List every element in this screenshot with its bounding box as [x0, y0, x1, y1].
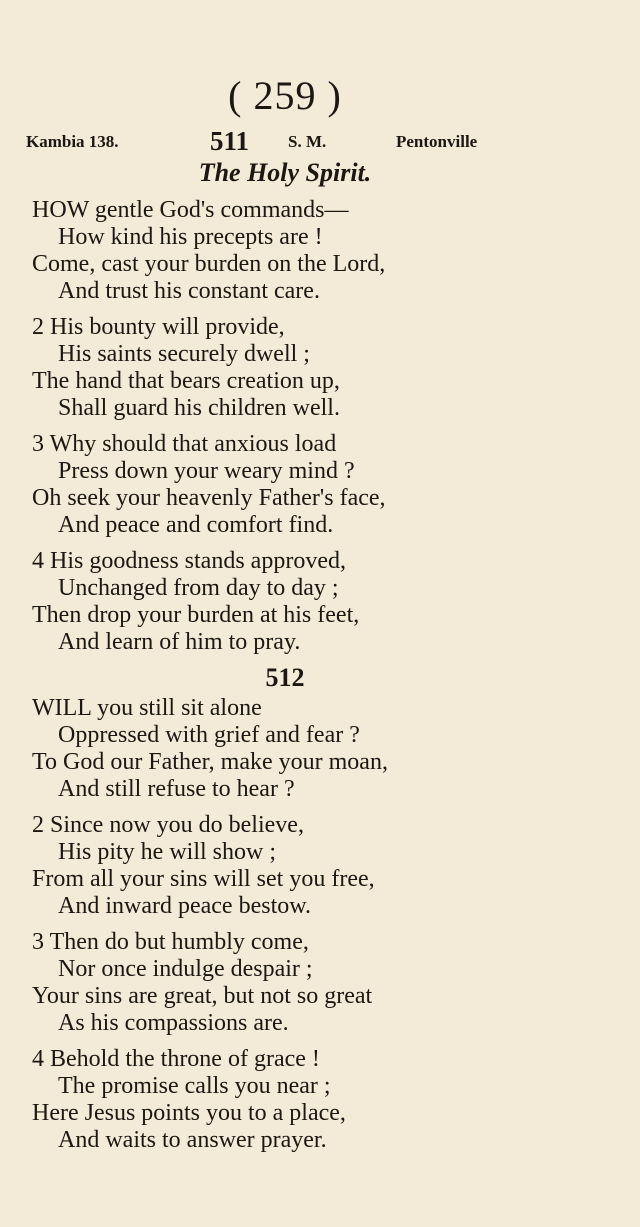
verse-line: And trust his constant care. [58, 278, 320, 304]
verse-line: 3 Why should that anxious load [32, 431, 337, 457]
verse-line: The promise calls you near ; [58, 1073, 331, 1099]
hymn-title: The Holy Spirit. [198, 158, 372, 187]
hymn-number-512: 512 [265, 663, 305, 692]
verse-line: His pity he will show ; [58, 839, 277, 865]
verse-line: Oh seek your heavenly Father's face, [32, 485, 386, 511]
verse-line: Here Jesus points you to a place, [32, 1100, 346, 1126]
verse-line: To God our Father, make your moan, [32, 749, 388, 775]
verse-line: HOW gentle God's commands— [32, 197, 349, 223]
verse-line: His saints securely dwell ; [58, 341, 310, 367]
tune-reference-right: Pentonville [396, 132, 478, 151]
verse-line: The hand that bears creation up, [32, 368, 340, 394]
verse-line: Come, cast your burden on the Lord, [32, 251, 386, 277]
verse-line: Then drop your burden at his feet, [32, 602, 360, 628]
hymn-meter: S. M. [288, 132, 327, 151]
verse-line: 2 His bounty will provide, [32, 314, 285, 340]
verse-line: Nor once indulge despair ; [58, 956, 313, 982]
tune-reference-left: Kambia 138. [26, 132, 119, 151]
verse-line: And still refuse to hear ? [58, 776, 295, 802]
verse-line: 2 Since now you do believe, [32, 812, 304, 838]
verse-line: And peace and comfort find. [58, 512, 334, 538]
verse-line: Shall guard his children well. [58, 395, 340, 421]
verse-line: Oppressed with grief and fear ? [58, 722, 360, 748]
verse-line: Unchanged from day to day ; [58, 575, 339, 601]
verse-line: And waits to answer prayer. [58, 1127, 327, 1153]
verse-line: And learn of him to pray. [58, 629, 301, 655]
verse-line: As his compassions are. [58, 1010, 289, 1036]
verse-line: 4 His goodness stands approved, [32, 548, 346, 574]
verse-line: 3 Then do but humbly come, [32, 929, 309, 955]
verse-line: 4 Behold the throne of grace ! [32, 1046, 320, 1072]
hymn-header [26, 128, 506, 156]
page-number: ( 259 ) [228, 73, 342, 118]
verse-line: WILL you still sit alone [32, 695, 262, 721]
hymn-number: 511 [210, 126, 250, 156]
verse-line: And inward peace bestow. [58, 893, 312, 919]
verse-line: Your sins are great, but not so great [32, 983, 373, 1009]
verse-line: Press down your weary mind ? [58, 458, 355, 484]
verse-line: How kind his precepts are ! [58, 224, 323, 250]
verse-line: From all your sins will set you free, [32, 866, 375, 892]
